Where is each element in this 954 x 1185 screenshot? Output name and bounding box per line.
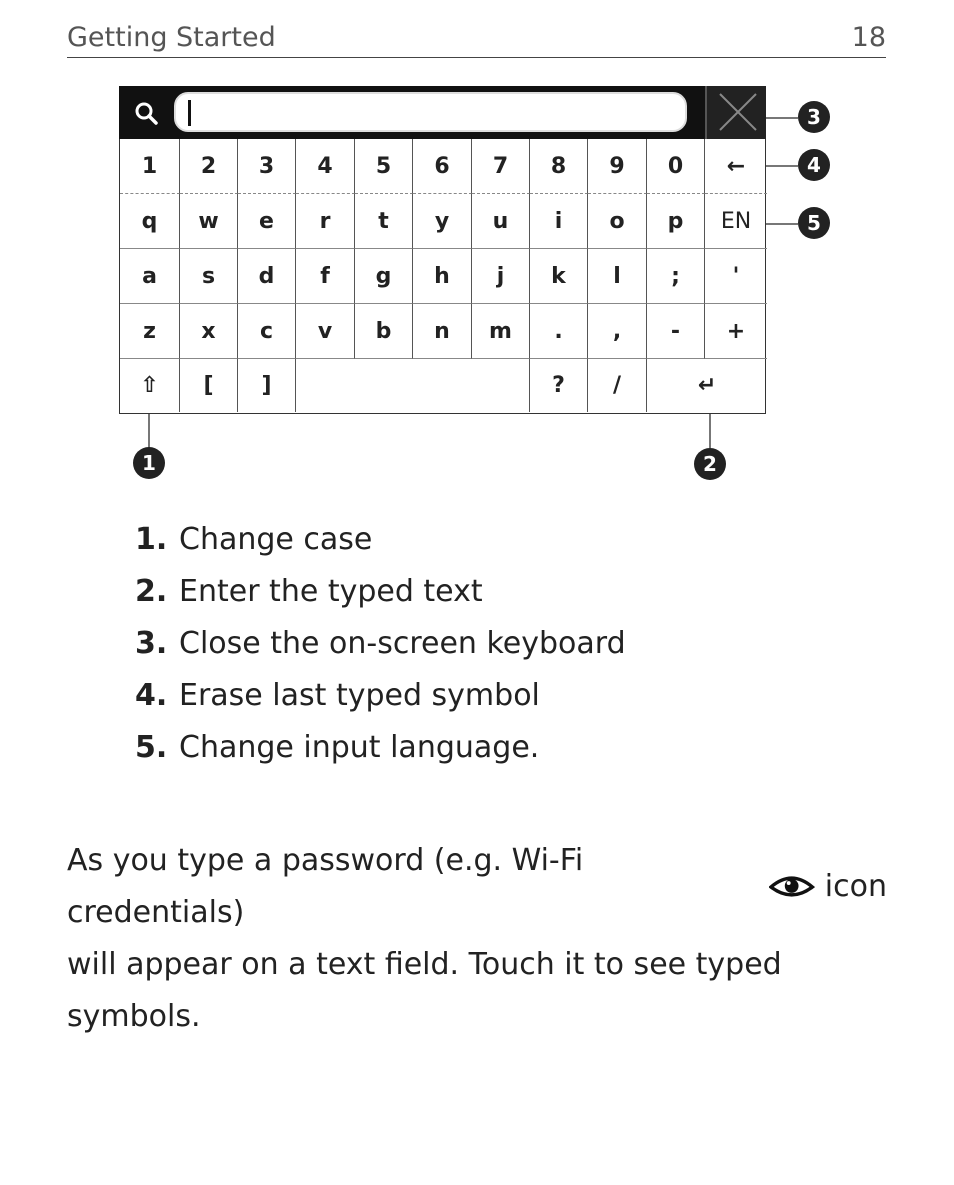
key-label: 6 <box>434 153 450 179</box>
key <box>355 139 413 194</box>
legend-item <box>135 522 626 574</box>
key-label: k <box>551 263 566 289</box>
paragraph-text-after-icon: icon <box>824 869 887 904</box>
key-label: EN <box>720 208 752 234</box>
shift-key <box>120 359 180 412</box>
keyboard-keys <box>119 139 766 414</box>
legend-number: 1. <box>135 522 168 557</box>
key <box>413 194 472 249</box>
key-label: b <box>375 318 392 344</box>
key <box>705 249 767 304</box>
keyboard-illustration <box>119 86 766 414</box>
paragraph-line-1 <box>67 835 887 939</box>
key-label: 5 <box>375 153 392 179</box>
key-label: 9 <box>609 153 625 179</box>
close-icon <box>716 90 760 134</box>
key <box>647 139 705 194</box>
key <box>180 304 238 359</box>
text-cursor <box>188 100 191 126</box>
key <box>588 139 647 194</box>
backspace-key <box>705 139 767 194</box>
key <box>296 194 355 249</box>
key-label: i <box>554 208 563 234</box>
key-label: e <box>259 208 274 234</box>
callout-badge-1: 1 <box>133 447 165 479</box>
key <box>413 139 472 194</box>
key <box>530 139 588 194</box>
shift-icon: ⇧ <box>140 373 159 398</box>
key-label: / <box>612 373 622 398</box>
key-label: n <box>434 318 450 344</box>
key <box>647 304 705 359</box>
key-label: ; <box>671 263 680 289</box>
search-icon <box>133 100 159 126</box>
section-title: Getting Started <box>67 22 276 53</box>
key-label: m <box>489 318 512 344</box>
key <box>238 139 296 194</box>
key-label: ? <box>552 373 565 398</box>
key <box>296 139 355 194</box>
key <box>120 194 180 249</box>
key-label: - <box>670 318 681 344</box>
password-paragraph <box>67 835 887 1043</box>
legend-number: 2. <box>135 574 168 609</box>
callout-badge-5: 5 <box>798 207 830 239</box>
legend-number: 5. <box>135 730 168 765</box>
legend-item <box>135 730 626 782</box>
key-label: + <box>726 318 746 344</box>
page-number: 18 <box>851 22 886 53</box>
key <box>472 304 530 359</box>
key <box>180 194 238 249</box>
key <box>355 249 413 304</box>
key-label: ] <box>261 373 272 398</box>
key <box>238 304 296 359</box>
key-label: q <box>141 208 158 234</box>
key-label: o <box>609 208 625 234</box>
key-label: 7 <box>492 153 509 179</box>
key <box>355 304 413 359</box>
key-label: [ <box>203 373 214 398</box>
key <box>238 194 296 249</box>
legend-text: Change input language. <box>179 730 540 765</box>
legend-item <box>135 626 626 678</box>
key <box>530 304 588 359</box>
key <box>472 194 530 249</box>
key <box>588 194 647 249</box>
callout-badge-4: 4 <box>798 149 830 181</box>
close-keyboard-button <box>705 86 766 139</box>
key-label: 1 <box>141 153 158 179</box>
key-label: 8 <box>550 153 567 179</box>
key <box>705 304 767 359</box>
key <box>647 249 705 304</box>
key <box>530 359 588 412</box>
key-label: ' <box>732 263 740 289</box>
key-label: 4 <box>317 153 333 179</box>
callout-line-5 <box>766 223 798 225</box>
callout-legend <box>135 522 626 782</box>
callout-line-1 <box>148 414 150 448</box>
callout-line-2 <box>709 414 711 448</box>
key <box>413 304 472 359</box>
key-label: 2 <box>200 153 217 179</box>
key <box>180 359 238 412</box>
key-label: y <box>434 208 450 234</box>
key-label: g <box>375 263 392 289</box>
key-label: r <box>319 208 331 234</box>
legend-number: 4. <box>135 678 168 713</box>
key <box>238 249 296 304</box>
key-label: h <box>434 263 450 289</box>
language-key <box>705 194 767 249</box>
key-label: x <box>201 318 216 344</box>
key <box>180 249 238 304</box>
key <box>588 359 647 412</box>
legend-text: Enter the typed text <box>179 574 483 609</box>
search-input <box>174 92 687 132</box>
paragraph-text-before-icon: As you type a password (e.g. Wi-Fi credentials) <box>67 843 584 930</box>
backspace-icon: ← <box>726 153 746 179</box>
legend-item <box>135 574 626 626</box>
key-label: 0 <box>667 153 684 179</box>
key-label: , <box>612 318 622 344</box>
enter-key <box>647 359 767 412</box>
callout-badge-3: 3 <box>798 101 830 133</box>
key <box>238 359 296 412</box>
key-label: t <box>378 208 389 234</box>
key-label: u <box>492 208 509 234</box>
page-header <box>67 22 886 58</box>
legend-text: Change case <box>179 522 373 557</box>
eye-icon <box>769 873 814 901</box>
keyboard-search-bar <box>119 86 766 139</box>
legend-number: 3. <box>135 626 168 661</box>
key <box>647 194 705 249</box>
callout-line-3 <box>766 117 798 119</box>
callout-line-4 <box>766 165 798 167</box>
key <box>355 194 413 249</box>
key <box>120 304 180 359</box>
key <box>588 304 647 359</box>
key <box>530 249 588 304</box>
key-label: a <box>142 263 157 289</box>
key-label: f <box>320 263 330 289</box>
legend-text: Erase last typed symbol <box>179 678 540 713</box>
key-label: c <box>259 318 274 344</box>
legend-text: Close the on-screen keyboard <box>179 626 626 661</box>
key-label: s <box>201 263 216 289</box>
key-label: w <box>198 208 219 234</box>
key <box>472 139 530 194</box>
callout-badge-2: 2 <box>694 448 726 480</box>
paragraph-line-2: will appear on a text field. Touch it to see typed symbols. <box>67 947 782 1034</box>
key <box>472 249 530 304</box>
key-label: j <box>496 263 505 289</box>
key-label: l <box>613 263 621 289</box>
key <box>120 139 180 194</box>
key-label: 3 <box>258 153 275 179</box>
key-label: v <box>317 318 333 344</box>
key-label: d <box>258 263 275 289</box>
key <box>530 194 588 249</box>
key <box>180 139 238 194</box>
key <box>296 304 355 359</box>
key <box>296 249 355 304</box>
key <box>120 249 180 304</box>
key <box>413 249 472 304</box>
legend-item <box>135 678 626 730</box>
key <box>588 249 647 304</box>
enter-icon: ↵ <box>697 373 717 398</box>
key-label: . <box>554 318 563 344</box>
key-label: p <box>667 208 684 234</box>
key-label: z <box>143 318 156 344</box>
space-key <box>296 359 530 412</box>
